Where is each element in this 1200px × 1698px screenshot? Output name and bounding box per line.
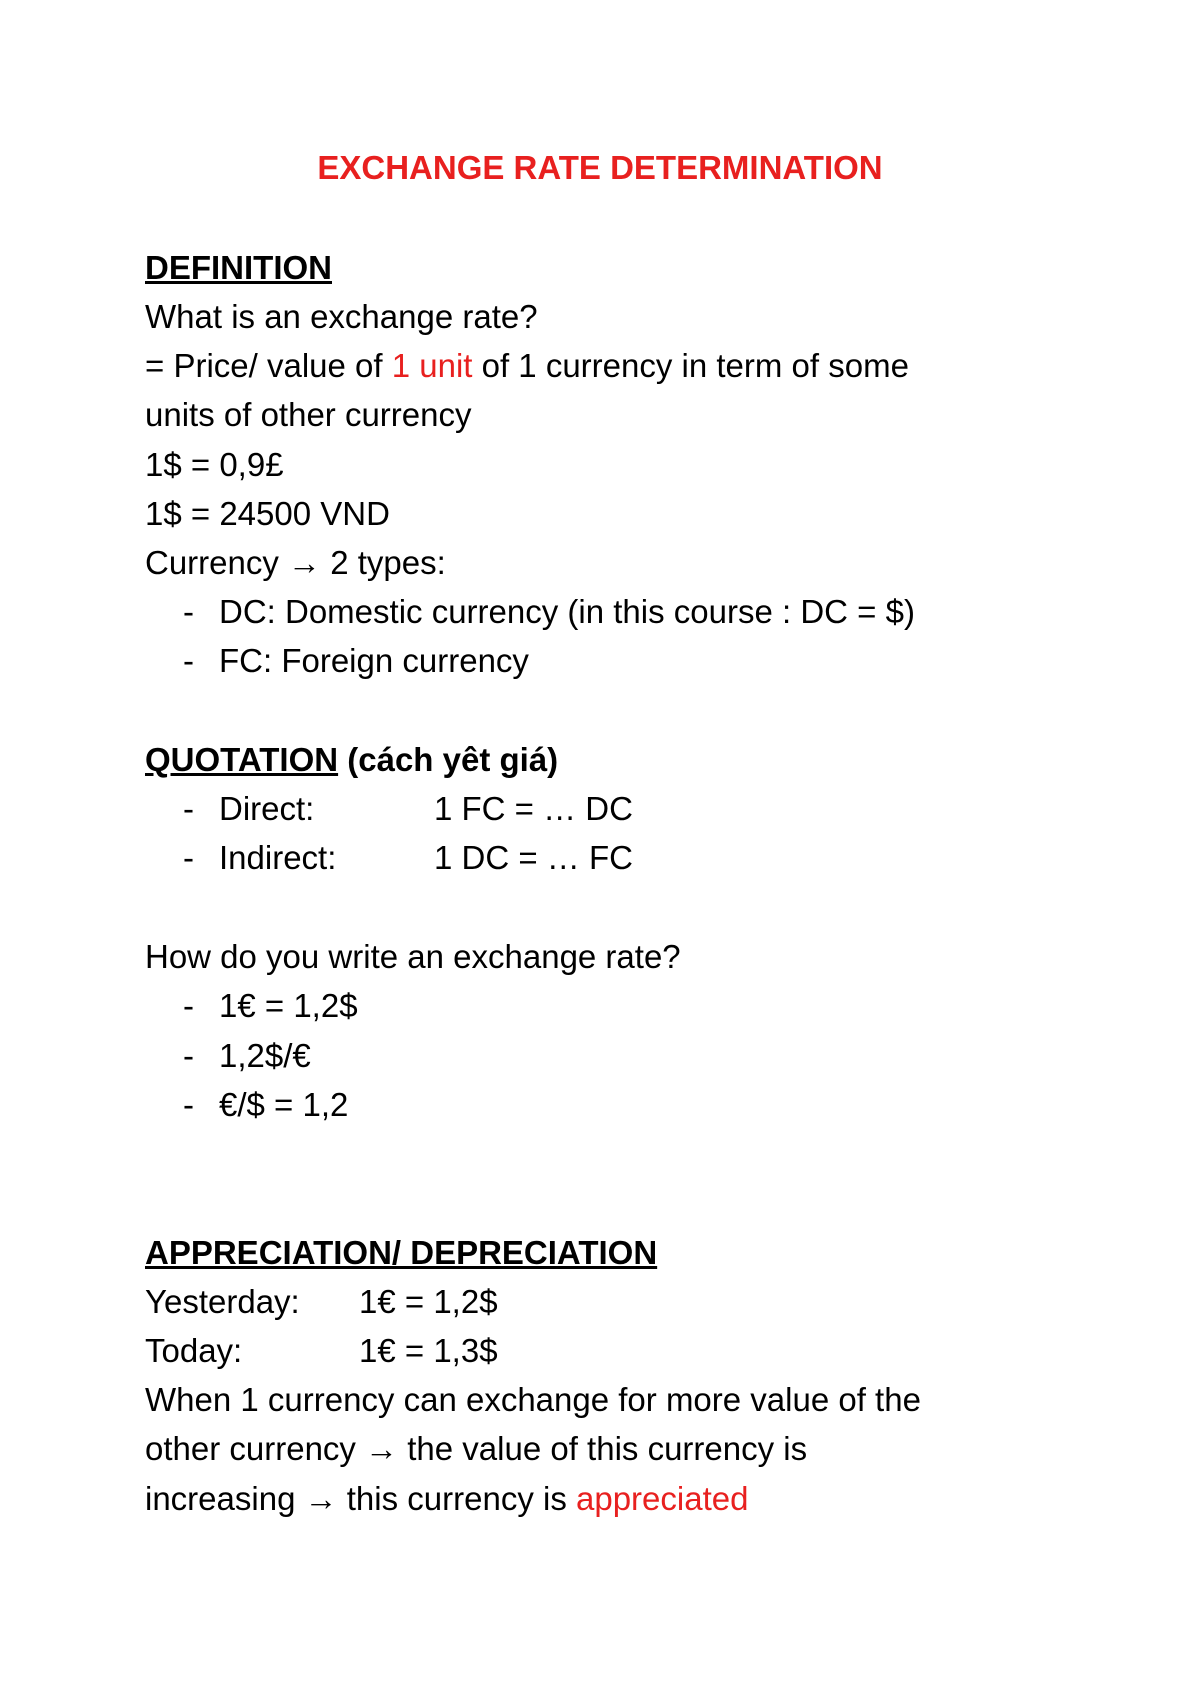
quotation-label: Indirect: xyxy=(219,839,337,876)
appreciation-text: increasing → this currency is xyxy=(145,1480,576,1517)
writing-question: How do you write an exchange rate? xyxy=(145,938,681,975)
definition-heading: DEFINITION xyxy=(145,249,332,286)
appreciation-text-line3 xyxy=(145,1479,748,1519)
quotation-subtitle: (cách yêt giá) xyxy=(338,741,559,778)
list-item xyxy=(183,1036,311,1076)
appreciation-text-line2: other currency → the value of this currency is xyxy=(145,1430,808,1467)
list-item-text: FC: Foreign currency xyxy=(219,642,529,679)
document-title: EXCHANGE RATE DETERMINATION xyxy=(317,149,883,186)
bullet-dash: - xyxy=(183,790,194,827)
definition-question: What is an exchange rate? xyxy=(145,298,538,335)
list-item-dc xyxy=(183,592,915,632)
quotation-indirect xyxy=(183,838,633,878)
appreciation-yesterday xyxy=(145,1282,498,1322)
bullet-dash: - xyxy=(183,642,194,679)
list-item xyxy=(183,1085,348,1125)
quotation-heading: QUOTATION xyxy=(145,741,339,778)
currency-types-intro: Currency → 2 types: xyxy=(145,544,446,581)
bullet-dash: - xyxy=(183,987,194,1024)
list-item xyxy=(183,986,358,1026)
appreciation-heading: APPRECIATION/ DEPRECIATION xyxy=(145,1234,658,1271)
list-item-text: €/$ = 1,2 xyxy=(219,1086,349,1123)
bullet-dash: - xyxy=(183,1037,194,1074)
quotation-heading-line xyxy=(145,740,558,780)
appreciated-highlight: appreciated xyxy=(575,1480,749,1517)
quotation-value: 1 DC = … FC xyxy=(434,839,633,876)
list-item-text: 1,2$/€ xyxy=(219,1037,311,1074)
answer-text-2: of 1 currency in term of some xyxy=(472,347,909,384)
answer-text-1: = Price/ value of xyxy=(145,347,392,384)
appreciation-value: 1€ = 1,3$ xyxy=(359,1332,498,1369)
appreciation-value: 1€ = 1,2$ xyxy=(359,1283,498,1320)
quotation-direct xyxy=(183,789,633,829)
definition-answer xyxy=(145,346,909,386)
bullet-dash: - xyxy=(183,839,194,876)
quotation-label: Direct: xyxy=(219,790,315,827)
quotation-value: 1 FC = … DC xyxy=(434,790,633,827)
list-item-text: DC: Domestic currency (in this course : DC = $) xyxy=(219,593,915,630)
bullet-dash: - xyxy=(183,1086,194,1123)
definition-answer-line2: units of other currency xyxy=(145,396,472,433)
answer-highlight: 1 unit xyxy=(391,347,473,384)
appreciation-today xyxy=(145,1331,498,1371)
appreciation-label: Today: xyxy=(145,1332,243,1369)
list-item-fc xyxy=(183,641,529,681)
bullet-dash: - xyxy=(183,593,194,630)
example-gbp: 1$ = 0,9£ xyxy=(145,446,284,483)
example-vnd: 1$ = 24500 VND xyxy=(145,495,390,532)
appreciation-text-line1: When 1 currency can exchange for more value of the xyxy=(145,1381,921,1418)
appreciation-label: Yesterday: xyxy=(145,1283,300,1320)
list-item-text: 1€ = 1,2$ xyxy=(219,987,358,1024)
